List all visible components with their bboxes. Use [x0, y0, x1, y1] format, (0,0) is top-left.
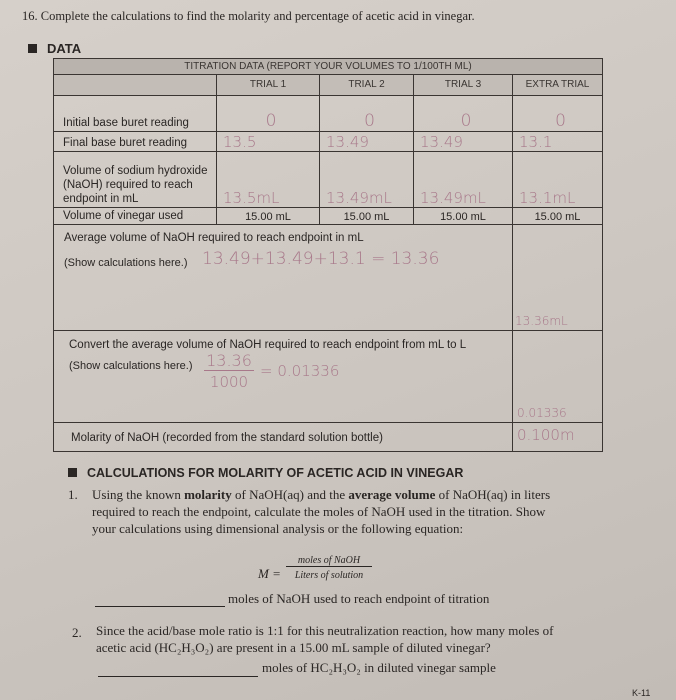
cell-value: 15.00 mL	[343, 211, 390, 223]
cell-value: 13.1mL	[519, 189, 576, 207]
cell-value: 13.5mL	[223, 189, 280, 207]
molarity-answer-cell	[512, 422, 603, 452]
calc-heading-text: CALCULATIONS FOR MOLARITY OF ACETIC ACID IN VINEGAR	[87, 466, 464, 480]
col-label: TRIAL 3	[444, 79, 482, 90]
show-calc-label: (Show calculations here.)	[69, 360, 193, 372]
average-label: Average volume of NaOH required to reach endpoint in mL	[64, 232, 364, 244]
table-cell	[413, 207, 513, 225]
row-label: Volume of sodium hydroxide (NaOH) required to reach endpoint in mL	[63, 165, 208, 205]
q1-text: Using the known	[92, 487, 185, 502]
header-blank	[53, 74, 217, 96]
question-1-number: 1.	[68, 487, 78, 502]
cell-value: 13.49	[420, 133, 463, 151]
row-label-cell	[53, 207, 217, 225]
table-cell	[319, 95, 414, 132]
average-answer-cell	[512, 224, 603, 331]
table-cell	[413, 151, 513, 208]
table-cell	[512, 131, 603, 152]
data-heading-text: DATA	[47, 41, 82, 56]
cell-value: 0	[555, 111, 566, 131]
cell-value: 13.1	[519, 133, 553, 151]
convert-result: = 0.01336	[260, 362, 340, 380]
average-cell	[53, 224, 513, 331]
cell-value: 13.49mL	[326, 189, 392, 207]
col-header-trial-3	[413, 74, 513, 96]
col-label: TRIAL 2	[348, 79, 385, 90]
table-cell	[413, 131, 513, 152]
row-label: Volume of vinegar used	[63, 210, 184, 222]
col-header-extra-trial	[512, 74, 603, 96]
molarity-label: Molarity of NaOH (recorded from the standard solution bottle)	[71, 432, 383, 444]
molarity-answer: 0.100m	[517, 426, 575, 444]
question-2-number: 2.	[72, 625, 82, 640]
table-cell	[512, 207, 603, 225]
row-label-cell	[53, 151, 217, 208]
cell-value: 0	[460, 111, 472, 131]
cell-value: 0	[364, 111, 375, 131]
row-label: Initial base buret reading	[63, 117, 189, 129]
equation-denominator: Liters of solution	[294, 570, 364, 581]
square-bullet-icon	[68, 468, 77, 477]
table-cell	[319, 131, 414, 152]
table-cell	[319, 207, 414, 225]
table-cell	[512, 95, 603, 132]
square-bullet-icon	[28, 44, 37, 53]
table-cell	[216, 151, 320, 208]
q1-bold: average volume	[348, 487, 436, 502]
q1-text: of NaOH(aq) in liters required to reach the endpoint, calculate the moles of NaOH used in the titration. Show your calculations using dimensional analysis or the following equation:	[92, 487, 551, 536]
row-label-cell	[53, 131, 217, 152]
cell-value: 0	[265, 111, 277, 131]
cell-value: 15.00 mL	[440, 211, 486, 223]
fraction-numerator: 13.36	[204, 351, 254, 371]
show-calc-label: (Show calculations here.)	[64, 257, 188, 269]
table-title: TITRATION DATA (REPORT YOUR VOLUMES TO 1/100TH ML)	[184, 61, 472, 72]
table-cell	[216, 131, 320, 152]
molarity-cell	[53, 422, 513, 452]
convert-answer-cell	[512, 330, 603, 423]
cell-value: 13.49	[326, 133, 369, 151]
cell-value: 15.00 mL	[245, 211, 291, 223]
question-title: 16. Complete the calculations to find the molarity and percentage of acetic acid in vinegar.	[22, 9, 475, 23]
q2-answer-blank[interactable]	[98, 676, 258, 677]
cell-value: 13.5	[223, 133, 257, 151]
table-cell	[512, 151, 603, 208]
row-label: Final base buret reading	[63, 137, 188, 149]
table-cell	[216, 95, 320, 132]
table-cell	[216, 207, 320, 225]
q1-bold: molarity	[184, 487, 232, 502]
page-number: K-11	[632, 688, 651, 698]
q2-answer-label: moles of HC₂H₃O₂ in diluted vinegar sample	[262, 660, 496, 675]
col-header-trial-2	[319, 74, 414, 96]
col-label: EXTRA TRIAL	[525, 79, 590, 90]
table-cell	[319, 151, 414, 208]
average-work: 13.49+13.49+13.1 = 13.36	[202, 249, 440, 269]
col-header-trial-1	[216, 74, 320, 96]
convert-cell	[53, 330, 513, 423]
col-label: TRIAL 1	[249, 79, 287, 90]
equation-lhs: M =	[258, 566, 281, 581]
q1-answer-blank[interactable]	[95, 606, 225, 607]
cell-value: 15.00 mL	[534, 211, 581, 223]
question-2-text: Since the acid/base mole ratio is 1:1 for this neutralization reaction, how many moles of acetic acid (HC₂H₃O₂) are present in a 15.00 mL sample of diluted vinegar?	[96, 623, 554, 655]
average-answer: 13.36mL	[515, 314, 568, 328]
q1-answer-label: moles of NaOH used to reach endpoint of titration	[228, 591, 490, 606]
convert-label: Convert the average volume of NaOH required to reach endpoint from mL to L	[69, 339, 467, 351]
data-heading	[28, 41, 81, 56]
question-1-text	[92, 486, 562, 537]
table-cell	[413, 95, 513, 132]
table-title-row	[53, 58, 603, 75]
calc-heading	[68, 466, 463, 480]
convert-answer: 0.01336	[517, 406, 567, 420]
fraction-denominator: 1000	[209, 373, 249, 391]
row-label-cell	[53, 95, 217, 132]
cell-value: 13.49mL	[420, 189, 486, 207]
equation-numerator: moles of NaOH	[286, 555, 372, 567]
q1-text: of NaOH(aq) and the	[231, 487, 349, 502]
